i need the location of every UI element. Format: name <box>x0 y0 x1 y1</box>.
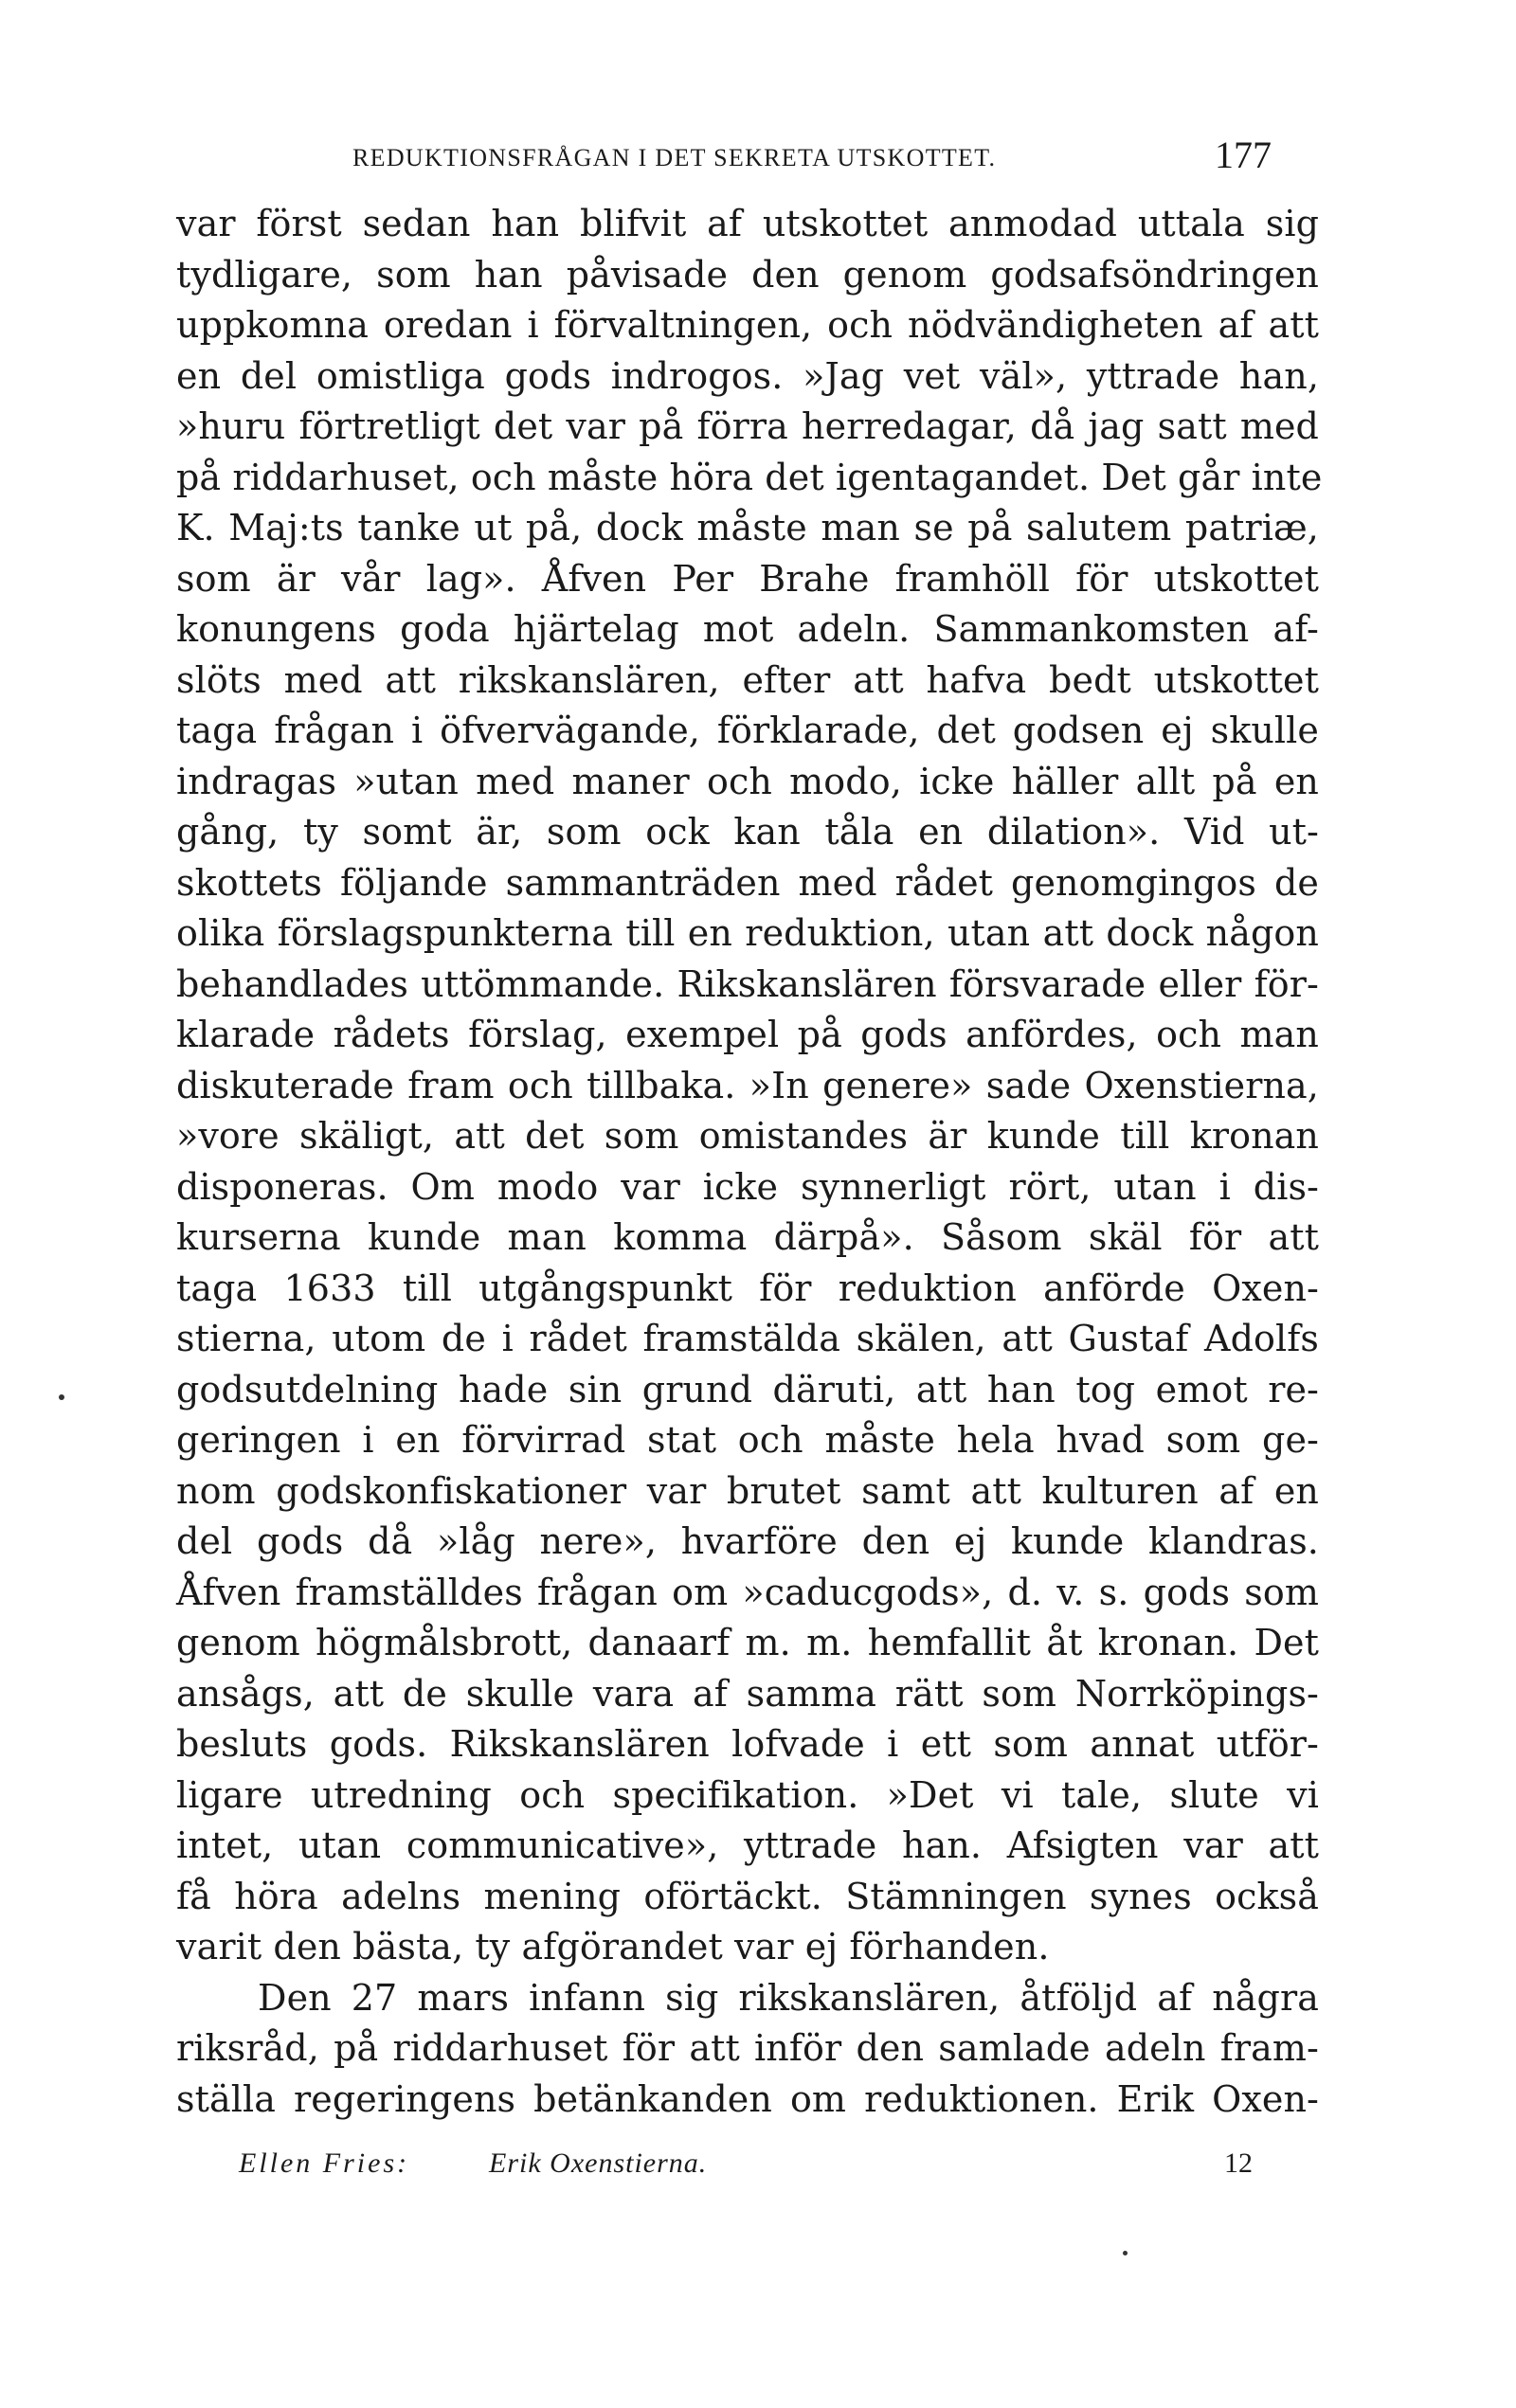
text-line: disponeras. Om modo var icke synnerligt rört, utan i dis- <box>176 1165 1319 1208</box>
paragraph-end-line: varit den bästa, ty afgörandet var ej förhanden. <box>176 1926 1050 1968</box>
footer-author: Ellen Fries: <box>239 2147 410 2179</box>
text-line: genom högmålsbrott, danaarf m. m. hemfallit åt kronan. Det <box>176 1622 1319 1663</box>
page-number: 177 <box>1215 134 1272 176</box>
text-line: taga 1633 till utgångspunkt för reduktion anförde Oxen- <box>176 1267 1319 1309</box>
text-line: stierna, utom de i rådet framstälda skälen, att Gustaf Adolfs <box>176 1318 1319 1359</box>
text-line: som är vår lag». Åfven Per Brahe framhöll för utskottet <box>176 557 1319 600</box>
signature-mark: 12 <box>1224 2147 1253 2179</box>
text-line: geringen i en förvirrad stat och måste hela hvad som ge- <box>176 1419 1319 1461</box>
footer <box>239 2147 1253 2195</box>
body-text <box>176 199 1323 2125</box>
text-line: ligare utredning och specifikation. »Det vi tale, slute vi <box>176 1773 1319 1816</box>
text-line: K. Maj:ts tanke ut på, dock måste man se på salutem patriæ, <box>176 507 1319 548</box>
text-line: taga frågan i öfvervägande, förklarade, det godsen ej skulle <box>176 710 1319 751</box>
text-line: tydligare, som han påvisade den genom godsafsöndringen <box>176 253 1319 296</box>
text-line: uppkomna oredan i förvaltningen, och nödvändigheten af att <box>176 304 1319 346</box>
text-line: behandlades uttömmande. Rikskanslären försvarade eller för- <box>176 962 1319 1005</box>
text-line: en del omistliga gods indrogos. »Jag vet väl», yttrade han, <box>176 354 1319 397</box>
text-line: Åfven framställdes frågan om »caducgods», d. v. s. gods som <box>176 1571 1319 1613</box>
text-line: intet, utan communicative», yttrade han. Afsigten var att <box>176 1824 1319 1866</box>
text-line: på riddarhuset, och måste höra det igentagandet. Det går inte <box>176 456 1323 498</box>
text-line: del gods då »låg nere», hvarföre den ej kunde klandras. <box>176 1520 1319 1562</box>
text-line: var först sedan han blifvit af utskottet anmodad uttala sig <box>176 203 1319 244</box>
text-line: skottets följande sammanträden med rådet genomgingos de <box>176 861 1319 904</box>
running-head <box>352 133 1272 180</box>
text-line: »vore skäligt, att det som omistandes är kunde till kronan <box>176 1115 1319 1157</box>
running-title: REDUKTIONSFRÅGAN I DET SEKRETA UTSKOTTET. <box>352 144 997 171</box>
footer-title: Erik Oxenstierna. <box>489 2147 708 2179</box>
text-line: olika förslagspunkterna till en reduktion, utan att dock någon <box>176 912 1319 954</box>
text-line: få höra adelns mening oförtäckt. Stämningen synes också <box>176 1875 1319 1917</box>
text-line: riksråd, på riddarhuset för att inför den samlade adeln fram- <box>176 2027 1319 2069</box>
text-line: diskuterade fram och tillbaka. »In genere» sade Oxenstierna, <box>176 1064 1319 1106</box>
text-line: slöts med att rikskanslären, efter att hafva bedt utskottet <box>176 658 1319 701</box>
text-line: godsutdelning hade sin grund däruti, att han tog emot re- <box>176 1368 1319 1411</box>
text-line: nom godskonfiskationer var brutet samt att kulturen af en <box>176 1469 1319 1512</box>
text-line: klarade rådets förslag, exempel på gods anfördes, och man <box>176 1014 1319 1055</box>
text-line: besluts gods. Rikskanslären lofvade i ett som annat utför- <box>176 1723 1319 1765</box>
text-line: ställa regeringens betänkanden om reduktionen. Erik Oxen- <box>176 2077 1319 2120</box>
margin-speck <box>59 1394 64 1400</box>
paragraph-start-line: Den 27 mars infann sig rikskanslären, åtföljd af några <box>258 1976 1319 2019</box>
text-line: indragas »utan med maner och modo, icke häller allt på en <box>176 760 1319 802</box>
margin-speck <box>1123 2251 1128 2255</box>
text-line: kurserna kunde man komma därpå». Såsom skäl för att <box>176 1216 1319 1258</box>
text-line: gång, ty somt är, som ock kan tåla en dilation». Vid ut- <box>176 811 1319 853</box>
text-line: konungens goda hjärtelag mot adeln. Sammankomsten af- <box>176 608 1319 650</box>
text-line: ansågs, att de skulle vara af samma rätt som Norrköpings- <box>176 1672 1319 1715</box>
text-line: »huru förtretligt det var på förra herredagar, då jag satt med <box>176 405 1319 447</box>
